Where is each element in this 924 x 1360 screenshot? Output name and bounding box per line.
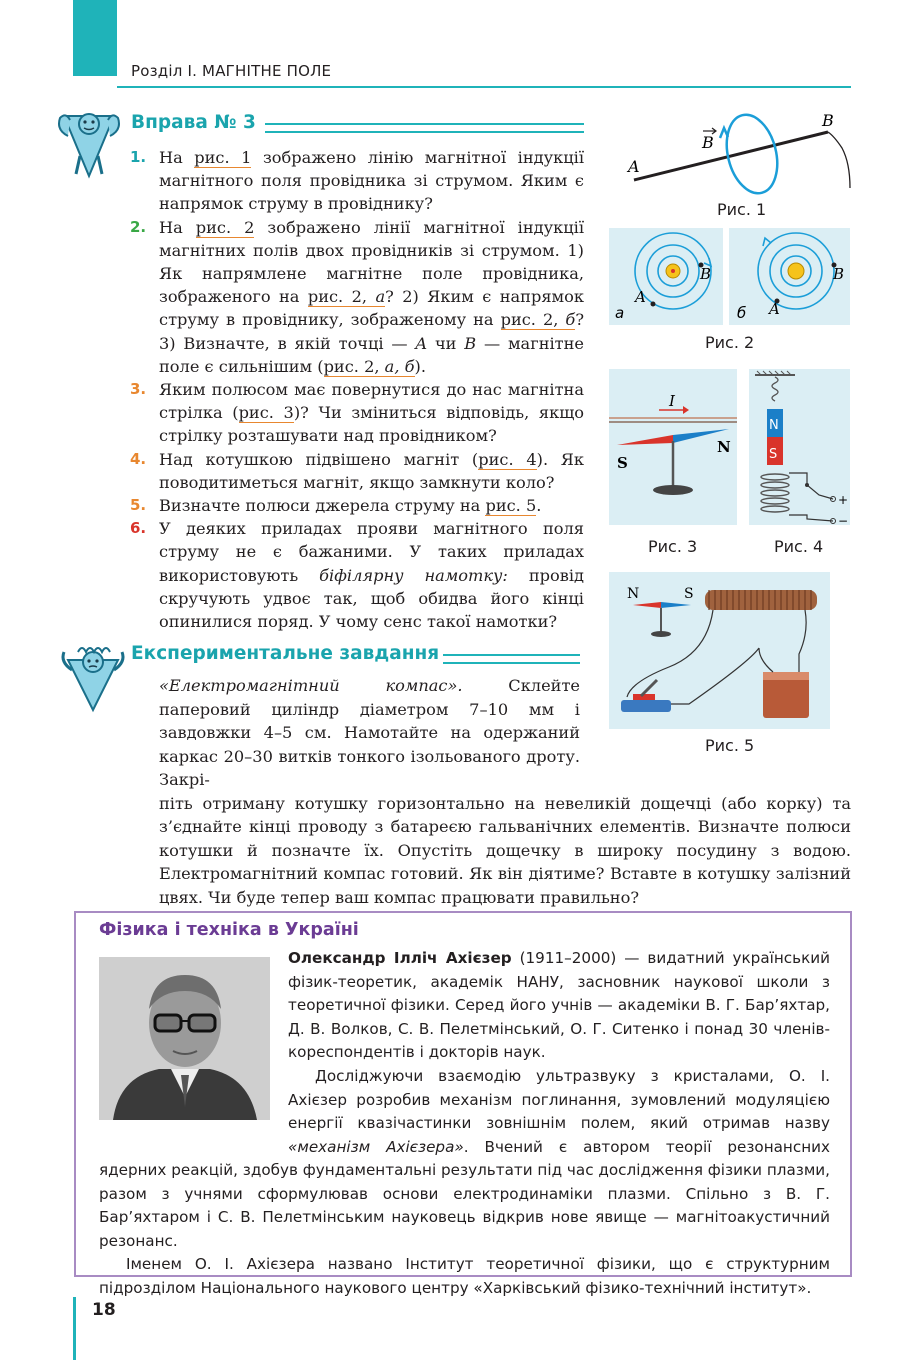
exercise-text: — магнітне поле є сильнішим ( — [159, 333, 584, 376]
mascot-spring-head-icon — [56, 636, 130, 714]
akhiezer-mechanism-term: «механізм Ахієзера» — [288, 1137, 464, 1156]
exercise-number: 4. — [130, 449, 147, 468]
exercise-text: ? 2) Яким є напрямок струму в провіднику, зображеному на — [159, 287, 584, 330]
portrait-float-spacer — [99, 1065, 288, 1141]
figure-3-diagram — [609, 369, 737, 525]
exercise-text: На — [159, 148, 195, 167]
exercise-item — [130, 146, 584, 216]
exercise-number: 3. — [130, 380, 147, 399]
fig3-label-i: I — [669, 392, 675, 410]
exercise-text: ). — [414, 356, 426, 376]
exercise-item — [130, 517, 584, 633]
exercise-title: Вправа № 3 — [131, 112, 256, 133]
figure-4-panel — [749, 369, 850, 525]
figure-3-caption: Рис. 3 — [648, 537, 698, 556]
figure-reference: а — [375, 287, 386, 307]
exercise-text: На — [159, 217, 196, 237]
exercise-item — [130, 494, 584, 517]
exercise-list — [130, 146, 584, 633]
figure-4-caption: Рис. 4 — [774, 537, 824, 556]
scientist-name: Олександр Ілліч Ахієзер — [288, 949, 512, 967]
scientist-bio: (1911–2000) — видатний український фізик-теоретик, академік НАНУ, засновник наукової школи з теоретичної фізики. Серед його учнів — академіки В. Г. Бар’яхтар, Д. В. Волков, С. В. Пелетмінський, О. Г. Ситенко і понад 30 членів-кореспондентів і докторів наук. — [288, 949, 830, 1061]
physics-in-ukraine-box — [74, 911, 852, 1297]
figure-5-diagram — [609, 572, 830, 729]
exercise-text: біфілярну намотку: — [319, 565, 508, 585]
fig2-sub-a: а — [615, 304, 625, 322]
fig3-label-n: N — [717, 438, 731, 456]
fig2a-label-a: A — [635, 288, 646, 306]
header-color-tab — [73, 0, 117, 76]
fig4-minus: − — [838, 514, 849, 525]
exercise-text: зображено лінії магнітної індукції магнітних полів двох провідників зі струмом. 1) Як напрямлене магнітне поле провідника, зображеного на — [159, 217, 584, 307]
figure-reference: рис. 2, — [307, 287, 376, 307]
figure-2-caption: Рис. 2 — [705, 333, 755, 352]
physics-paragraph-1 — [288, 947, 830, 1065]
figure-3-panel — [609, 369, 737, 525]
experimental-text-start: Склейте паперовий циліндр діаметром 7–10 мм і завдовжки 4–5 см. Намотайте на одержаний каркас 20–30 витків тонкого ізольованого дроту. Закрі- — [159, 676, 580, 789]
physics-box-title: Фізика і техніка в Україні — [99, 920, 359, 940]
exercise-item — [130, 216, 584, 378]
figure-reference: рис. 2, — [500, 310, 566, 330]
footer-accent-bar — [73, 1297, 76, 1360]
research-text-start: Досліджуючи взаємодію ультразвуку з кристалами, О. І. Ахієзер розробив механізм поглинання, зумовлений модуляцією енергії квазічастинки зовнішнім полем, який отримав назву — [288, 1067, 830, 1132]
figure-5-caption: Рис. 5 — [705, 736, 755, 755]
fig2a-label-b: B — [700, 265, 712, 283]
fig1-label-b: B — [822, 111, 834, 130]
exercise-number: 6. — [130, 519, 147, 538]
experimental-task-name: «Електромагнітний компас». — [159, 676, 463, 695]
exercise-text: Над котушкою підвішено магніт ( — [159, 449, 479, 469]
fig1-vector-b: B — [702, 133, 714, 152]
exercise-text: ? 3) Визначте, в якій точці — — [159, 310, 584, 353]
figure-reference: б — [565, 310, 576, 330]
institute-text: Іменем О. І. Ахієзера названо Інститут теоретичної фізики, що є структурним підрозділом Національного наукового центру «Харківський фізико-технічний інститут». — [99, 1255, 830, 1297]
experimental-title-rule — [443, 654, 580, 664]
exercise-number: 5. — [130, 496, 147, 515]
fig1-label-a: A — [628, 157, 640, 176]
figure-reference: рис. 4 — [478, 449, 537, 469]
research-text-rest: . Вчений є автором теорії резонансних ядерних реакцій, здобув фундаментальні результати під час дослідження фізики плазми, разом з учнями сформулював основи електродинаміки плазми. Спільно з В. Г. Бар’яхтаром і С. В. Пелетмінським науковець відкрив нове явище — магнітоакустичний резонанс. — [99, 1137, 830, 1250]
figure-2a-diagram — [609, 228, 723, 325]
fig4-label-s: S — [769, 447, 778, 462]
figure-reference: рис. 3 — [238, 403, 294, 423]
figure-reference: рис. 2 — [195, 217, 255, 237]
fig4-label-n: N — [769, 418, 779, 433]
exercise-text: A — [415, 333, 428, 353]
exercise-text: зображено лінію магнітної індукції магнітного поля провідника зі струмом. Яким є напрямок струму в провіднику? — [159, 148, 585, 214]
exercise-text: провід скручують удвоє так, щоб обидва його кінці опинилися поряд. У чому сенс такої намотки? — [159, 565, 584, 632]
exercise-text: )? Чи зміниться відповідь, якщо стрілку розташувати над провідником? — [159, 403, 585, 446]
fig4-plus: + — [838, 493, 849, 507]
fig3-label-s: S — [617, 454, 628, 472]
experimental-text-narrow — [159, 674, 580, 792]
exercise-item — [130, 378, 584, 448]
exercise-text: B — [464, 333, 477, 353]
section-header: Розділ І. МАГНІТНЕ ПОЛЕ — [131, 62, 332, 80]
figure-reference: рис. 1 — [194, 148, 252, 167]
experimental-text-continued: піть отриману котушку горизонтально на невеликій дощечці (або корку) та з’єднайте кінці проводу з батареєю гальванічних елементів. Визначте полюси котушки й позначте їх. Опустіть дощечку в широку посудину з водою. Електромагнітний компас готовий. Як він діятиме? Вставте в котушку залізний цвях. Чи буде тепер ваш компас працювати правильно? — [159, 793, 851, 907]
figure-5-panel — [609, 572, 830, 729]
fig2-sub-b: б — [737, 304, 747, 322]
exercise-number: 2. — [130, 217, 147, 236]
page-number: 18 — [92, 1300, 116, 1320]
exercise-text: ). Як поводитиметься магніт, якщо замкнути коло? — [159, 449, 584, 492]
exercise-text: У деяких приладах прояви магнітного поля струму не є бажаними. У таких приладах використовують — [159, 519, 584, 585]
figure-reference: а, б — [384, 356, 415, 376]
exercise-text: Визначте полюси джерела струму на — [159, 496, 486, 516]
figure-1-diagram — [620, 108, 860, 208]
exercise-item — [130, 448, 584, 494]
exercise-text: . — [536, 496, 542, 516]
fig5-label-n: N — [627, 586, 640, 602]
exercise-text: чи — [427, 333, 465, 353]
exercise-title-rule — [265, 123, 584, 133]
exercise-text: Яким полюсом має повернутися до нас магнітна стрілка ( — [159, 380, 584, 423]
fig2b-label-a: A — [769, 300, 780, 318]
figure-1-caption: Рис. 1 — [717, 200, 767, 219]
figure-reference: рис. 5 — [485, 496, 537, 516]
figure-reference: рис. 2, — [323, 356, 385, 376]
header-rule — [117, 86, 851, 88]
figure-2a-panel — [609, 228, 723, 325]
fig5-label-s: S — [684, 586, 694, 602]
experimental-title: Експериментальне завдання — [131, 643, 440, 664]
fig2b-label-b: B — [833, 265, 845, 283]
physics-paragraph-2 — [99, 1065, 830, 1300]
figure-2b-diagram — [729, 228, 850, 325]
exercise-number: 1. — [130, 148, 147, 166]
figure-2b-panel — [729, 228, 850, 325]
mascot-strongman-icon — [50, 108, 128, 184]
figure-4-diagram — [749, 369, 850, 525]
